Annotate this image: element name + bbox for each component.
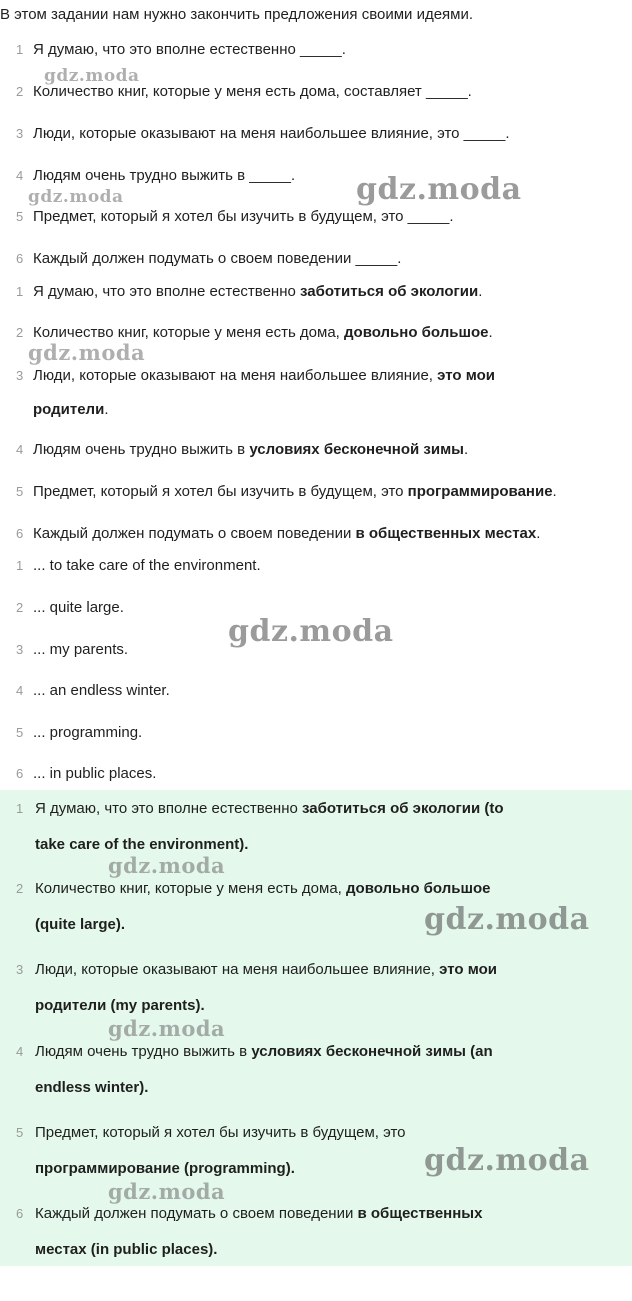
item-answer-cont: endless winter). xyxy=(35,1079,149,1096)
answer-ru-1 xyxy=(16,282,628,302)
item-number: 4 xyxy=(16,168,24,183)
item-number: 1 xyxy=(16,284,24,299)
item-end: . xyxy=(488,324,493,341)
item-text: Люди, которые оказывают на меня наибольшее влияние, это _____. xyxy=(33,125,510,142)
item-number: 1 xyxy=(16,42,24,57)
item-text: Я думаю, что это вполне естественно xyxy=(33,283,301,300)
item-text: Людям очень трудно выжить в _____. xyxy=(33,167,296,184)
item-number: 2 xyxy=(16,881,24,896)
item-number: 5 xyxy=(16,1125,24,1140)
answer-ru-5 xyxy=(16,482,628,502)
item-text: Каждый должен подумать о своем поведении _____. xyxy=(33,250,402,267)
watermark: gdz.moda xyxy=(108,1016,226,1041)
intro-text: В этом задании нам нужно закончить предложения своими идеями. xyxy=(0,6,474,23)
item-text: Люди, которые оказывают на меня наибольшее влияние, xyxy=(33,367,438,384)
item-text: ... an endless winter. xyxy=(33,682,170,699)
item-text: Людям очень трудно выжить в xyxy=(33,441,250,458)
combined-item-6 xyxy=(16,1204,612,1260)
task-item-5 xyxy=(16,207,628,227)
item-text: Предмет, который я хотел бы изучить в будущем, это xyxy=(33,483,408,500)
watermark: gdz.moda xyxy=(108,853,226,878)
item-text: Люди, которые оказывают на меня наибольшее влияние, xyxy=(35,961,440,978)
item-text: Каждый должен подумать о своем поведении xyxy=(33,525,356,542)
answer-ru-4 xyxy=(16,440,628,460)
task-item-3 xyxy=(16,124,628,144)
item-answer-cont: местах (in public places). xyxy=(35,1241,218,1258)
watermark: gdz.moda xyxy=(424,902,590,937)
item-number: 5 xyxy=(16,484,24,499)
answer-en-5 xyxy=(16,723,628,743)
combined-item-1 xyxy=(16,799,612,855)
item-text: Я думаю, что это вполне естественно xyxy=(35,800,303,817)
item-text: Людям очень трудно выжить в xyxy=(35,1043,252,1060)
item-text: Количество книг, которые у меня есть дома, составляет _____. xyxy=(33,83,472,100)
watermark: gdz.moda xyxy=(424,1143,590,1178)
answer-en-1 xyxy=(16,556,628,576)
item-answer-cont: родители (my parents). xyxy=(35,997,205,1014)
answer-en-4 xyxy=(16,681,628,701)
watermark: gdz.moda xyxy=(108,1179,226,1204)
item-number: 1 xyxy=(16,558,24,573)
task-item-4 xyxy=(16,166,628,186)
task-item-6 xyxy=(16,249,628,269)
item-answer: программирование xyxy=(407,483,553,500)
watermark: gdz.moda xyxy=(44,66,140,86)
item-text: Каждый должен подумать о своем поведении xyxy=(35,1205,358,1222)
item-answer: довольно большое xyxy=(346,880,491,897)
answer-en-6 xyxy=(16,764,628,784)
watermark: gdz.moda xyxy=(356,172,522,207)
item-text: ... to take care of the environment. xyxy=(33,557,261,574)
item-text: ... programming. xyxy=(33,724,143,741)
item-number: 4 xyxy=(16,442,24,457)
watermark: gdz.moda xyxy=(228,614,394,649)
item-number: 3 xyxy=(16,642,24,657)
item-end: . xyxy=(463,441,469,458)
item-answer: условиях бесконечной зимы xyxy=(249,441,464,458)
item-number: 6 xyxy=(16,1206,24,1221)
answer-ru-3 xyxy=(16,366,628,420)
item-answer: заботиться об экологии (to xyxy=(302,800,504,817)
item-number: 4 xyxy=(16,1044,24,1059)
item-number: 4 xyxy=(16,683,24,698)
item-answer-cont: родители xyxy=(33,401,105,418)
watermark: gdz.moda xyxy=(28,340,146,365)
combined-item-3 xyxy=(16,960,612,1016)
item-text: Предмет, который я хотел бы изучить в будущем, это _____. xyxy=(33,208,454,225)
item-answer-cont: программирование (programming). xyxy=(35,1160,295,1177)
item-number: 3 xyxy=(16,126,24,141)
item-number: 6 xyxy=(16,526,24,541)
final-answers-panel xyxy=(0,790,632,1266)
item-text: Предмет, который я хотел бы изучить в будущем, это xyxy=(35,1124,406,1141)
item-end: . xyxy=(552,483,557,500)
item-answer: в общественных местах xyxy=(355,525,537,542)
watermark: gdz.moda xyxy=(28,187,124,207)
item-answer: это мои xyxy=(439,961,497,978)
item-end: . xyxy=(536,525,541,542)
item-text: Я думаю, что это вполне естественно _____. xyxy=(33,41,346,58)
item-text: ... in public places. xyxy=(33,765,157,782)
item-answer-cont: take care of the environment). xyxy=(35,836,249,853)
answer-ru-6 xyxy=(16,524,628,544)
item-number: 6 xyxy=(16,766,24,781)
combined-item-4 xyxy=(16,1042,612,1098)
item-number: 3 xyxy=(16,962,24,977)
item-answer: заботиться об экологии xyxy=(300,283,479,300)
item-answer: это мои xyxy=(437,367,495,384)
item-number: 5 xyxy=(16,725,24,740)
item-text: ... my parents. xyxy=(33,641,129,658)
item-answer: в общественных xyxy=(357,1205,483,1222)
item-number: 2 xyxy=(16,84,24,99)
item-text: ... quite large. xyxy=(33,599,124,616)
item-answer: довольно большое xyxy=(344,324,489,341)
item-end: . xyxy=(104,401,109,418)
task-item-1 xyxy=(16,40,628,60)
item-text: Количество книг, которые у меня есть дома, xyxy=(33,324,345,341)
item-number: 2 xyxy=(16,600,24,615)
item-number: 3 xyxy=(16,368,24,383)
item-number: 2 xyxy=(16,325,24,340)
item-end: . xyxy=(478,283,483,300)
item-number: 5 xyxy=(16,209,24,224)
item-number: 6 xyxy=(16,251,24,266)
item-number: 1 xyxy=(16,801,24,816)
item-answer-cont: (quite large). xyxy=(35,916,126,933)
item-answer: условиях бесконечной зимы (an xyxy=(251,1043,493,1060)
item-text: Количество книг, которые у меня есть дома, xyxy=(35,880,347,897)
